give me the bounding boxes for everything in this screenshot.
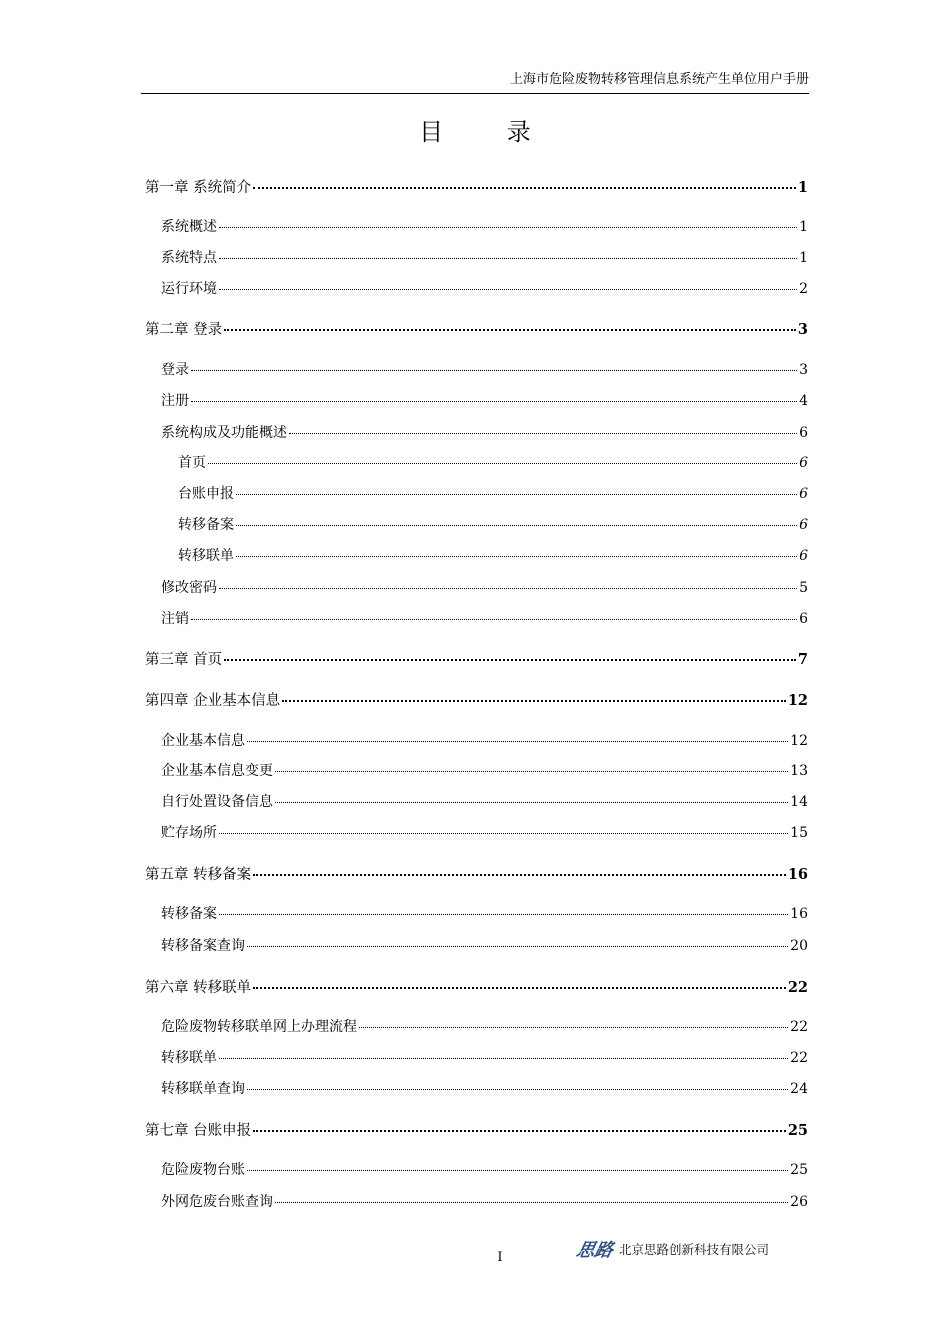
toc-entry-label: 第五章 转移备案	[145, 867, 252, 883]
toc-dot-leader	[359, 1027, 788, 1028]
toc-entry-page: 1	[799, 219, 808, 235]
toc-entry-label: 转移联单	[178, 548, 234, 564]
company-name: 北京思路创新科技有限公司	[619, 1242, 770, 1257]
toc-entry-label: 第一章 系统简介	[145, 180, 252, 196]
toc-entry-label: 转移备案	[161, 906, 217, 922]
toc-subsection-entry[interactable]	[178, 452, 808, 472]
toc-dot-leader	[247, 1170, 788, 1171]
toc-entry-label: 台账申报	[178, 486, 234, 502]
toc-entry-page: 14	[790, 794, 808, 810]
toc-entry-label: 企业基本信息	[161, 733, 245, 749]
toc-dot-leader	[236, 494, 797, 495]
logo-mark: 思路	[574, 1240, 615, 1261]
toc-entry-page: 22	[790, 1050, 808, 1066]
toc-dot-leader	[219, 833, 788, 834]
toc-chapter-entry[interactable]	[145, 976, 808, 997]
toc-entry-page: 15	[790, 825, 808, 841]
toc-subsection-entry[interactable]	[178, 545, 808, 565]
toc-chapter-entry[interactable]	[145, 176, 808, 197]
toc-dot-leader	[191, 370, 797, 371]
toc-entry-page: 6	[799, 425, 808, 441]
toc-section-entry[interactable]	[161, 216, 808, 236]
toc-entry-page: 5	[799, 580, 808, 596]
toc-section-entry[interactable]	[161, 608, 808, 628]
toc-entry-page: 2	[799, 281, 808, 297]
page-number: I	[497, 1250, 503, 1265]
toc-entry-label: 转移联单查询	[161, 1081, 245, 1097]
toc-entry-page: 6	[799, 455, 808, 471]
toc-entry-label: 首页	[178, 455, 206, 471]
toc-chapter-entry[interactable]	[145, 648, 808, 669]
toc-dot-leader	[275, 771, 788, 772]
toc-entry-page: 3	[799, 362, 808, 378]
page-title: 目 录	[419, 118, 559, 146]
toc-chapter-entry[interactable]	[145, 318, 808, 339]
toc-section-entry[interactable]	[161, 1191, 808, 1211]
toc-dot-leader	[236, 556, 797, 557]
toc-entry-page: 1	[799, 250, 808, 266]
toc-entry-label: 自行处置设备信息	[161, 794, 273, 810]
toc-dot-leader	[224, 659, 796, 661]
toc-dot-leader	[191, 401, 797, 402]
toc-dot-leader	[219, 227, 797, 228]
toc-dot-leader	[224, 329, 796, 331]
toc-chapter-entry[interactable]	[145, 863, 808, 884]
toc-entry-label: 转移备案	[178, 517, 234, 533]
toc-entry-page: 6	[799, 611, 808, 627]
toc-dot-leader	[219, 289, 797, 290]
toc-entry-label: 企业基本信息变更	[161, 763, 273, 779]
toc-entry-page: 12	[790, 733, 808, 749]
toc-dot-leader	[253, 874, 786, 876]
toc-section-entry[interactable]	[161, 390, 808, 410]
toc-section-entry[interactable]	[161, 278, 808, 298]
toc-dot-leader	[219, 258, 797, 259]
toc-entry-page: 7	[797, 651, 808, 668]
toc-entry-page: 24	[790, 1081, 808, 1097]
toc-entry-label: 注册	[161, 393, 189, 409]
toc-dot-leader	[191, 619, 797, 620]
toc-section-entry[interactable]	[161, 1047, 808, 1067]
toc-entry-label: 危险废物台账	[161, 1162, 245, 1178]
toc-entry-label: 第三章 首页	[145, 652, 223, 668]
toc-chapter-entry[interactable]	[145, 1119, 808, 1140]
toc-dot-leader	[236, 525, 797, 526]
toc-dot-leader	[219, 914, 788, 915]
toc-entry-label: 第六章 转移联单	[145, 980, 252, 996]
toc-dot-leader	[219, 1058, 788, 1059]
toc-entry-label: 第二章 登录	[145, 322, 223, 338]
toc-entry-page: 16	[790, 906, 808, 922]
toc-dot-leader	[208, 463, 797, 464]
toc-entry-label: 系统特点	[161, 250, 217, 266]
toc-section-entry[interactable]	[161, 359, 808, 379]
toc-entry-page: 12	[787, 692, 808, 709]
toc-entry-label: 第四章 企业基本信息	[145, 693, 281, 709]
toc-entry-page: 22	[790, 1019, 808, 1035]
toc-entry-label: 修改密码	[161, 580, 217, 596]
toc-dot-leader	[247, 741, 788, 742]
toc-entry-label: 危险废物转移联单网上办理流程	[161, 1019, 357, 1035]
toc-section-entry[interactable]	[161, 1078, 808, 1098]
company-logo	[574, 1236, 770, 1262]
toc-subsection-entry[interactable]	[178, 514, 808, 534]
toc-section-entry[interactable]	[161, 760, 808, 780]
toc-section-entry[interactable]	[161, 247, 808, 267]
toc-dot-leader	[289, 433, 797, 434]
toc-section-entry[interactable]	[161, 1016, 808, 1036]
toc-entry-label: 转移备案查询	[161, 938, 245, 954]
toc-section-entry[interactable]	[161, 577, 808, 597]
toc-entry-page: 25	[790, 1162, 808, 1178]
toc-section-entry[interactable]	[161, 822, 808, 842]
toc-entry-page: 22	[787, 979, 808, 996]
toc-entry-label: 外网危废台账查询	[161, 1194, 273, 1210]
toc-entry-page: 4	[799, 393, 808, 409]
toc-dot-leader	[247, 1089, 788, 1090]
toc-entry-label: 注销	[161, 611, 189, 627]
toc-entry-page: 3	[797, 321, 808, 338]
toc-entry-label: 登录	[161, 362, 189, 378]
toc-dot-leader	[219, 588, 797, 589]
toc-section-entry[interactable]	[161, 1159, 808, 1179]
toc-dot-leader	[282, 700, 786, 702]
toc-dot-leader	[275, 802, 788, 803]
toc-section-entry[interactable]	[161, 730, 808, 750]
toc-dot-leader	[253, 1130, 786, 1132]
toc-entry-page: 13	[790, 763, 808, 779]
toc-section-entry[interactable]	[161, 935, 808, 955]
toc-subsection-entry[interactable]	[178, 483, 808, 503]
toc-entry-page: 20	[790, 938, 808, 954]
toc-entry-label: 贮存场所	[161, 825, 217, 841]
toc-entry-page: 6	[799, 517, 808, 533]
toc-dot-leader	[275, 1202, 788, 1203]
toc-entry-label: 转移联单	[161, 1050, 217, 1066]
toc-section-entry[interactable]	[161, 791, 808, 811]
toc-chapter-entry[interactable]	[145, 689, 808, 710]
toc-entry-page: 6	[799, 486, 808, 502]
toc-dot-leader	[247, 946, 788, 947]
toc-entry-label: 系统概述	[161, 219, 217, 235]
toc-entry-page: 16	[787, 866, 808, 883]
toc-entry-label: 系统构成及功能概述	[161, 425, 287, 441]
toc-entry-page: 25	[787, 1122, 808, 1139]
toc-entry-page: 26	[790, 1194, 808, 1210]
running-header: 上海市危险废物转移管理信息系统产生单位用户手册	[141, 68, 809, 94]
toc-dot-leader	[253, 987, 786, 989]
toc-entry-page: 6	[799, 548, 808, 564]
toc-section-entry[interactable]	[161, 903, 808, 923]
toc-entry-label: 运行环境	[161, 281, 217, 297]
toc-section-entry[interactable]	[161, 422, 808, 442]
toc-entry-label: 第七章 台账申报	[145, 1123, 252, 1139]
toc-dot-leader	[253, 187, 796, 189]
toc-entry-page: 1	[797, 179, 808, 196]
